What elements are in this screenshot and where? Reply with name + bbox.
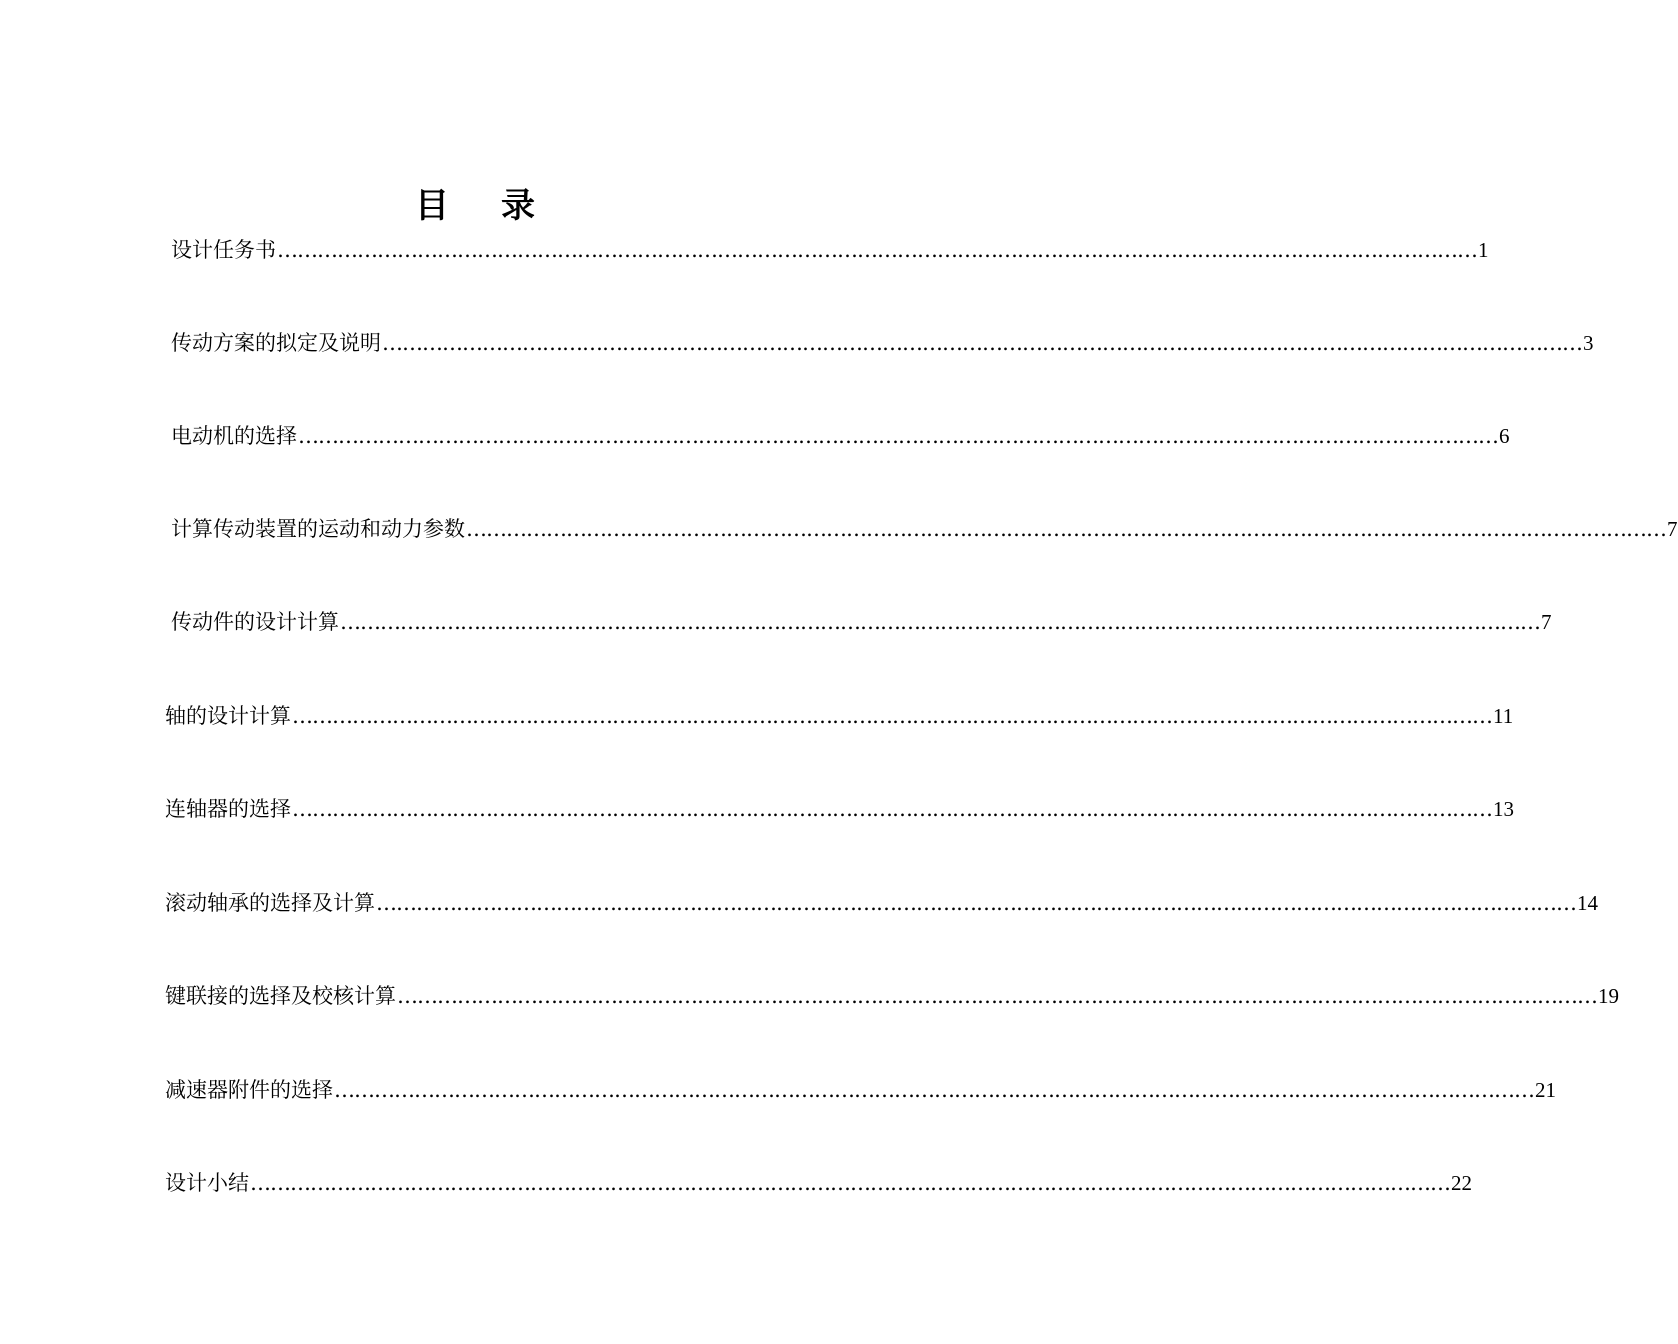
toc-entry-label: 键联接的选择及校核计算 xyxy=(165,984,396,1008)
toc-entry-page-number: 7 xyxy=(1541,610,1552,634)
toc-title-char-2: 录 xyxy=(501,186,535,226)
toc-leader-dots: ……………………………………………………………………………………………………………………………………………………………… xyxy=(298,424,1498,448)
toc-entry-label: 连轴器的选择 xyxy=(165,797,291,821)
toc-entry-label: 传动方案的拟定及说明 xyxy=(171,331,381,355)
toc-leader-dots: ……………………………………………………………………………………………………………………………………………………………… xyxy=(382,331,1582,355)
toc-leader-dots: ……………………………………………………………………………………………………………………………………………………………… xyxy=(334,1078,1534,1102)
toc-entry[interactable] xyxy=(165,1075,1556,1105)
toc-entry-page-number: 14 xyxy=(1577,891,1598,915)
toc-entry-page-number: 7 xyxy=(1667,517,1678,541)
toc-entry-page-number: 13 xyxy=(1493,797,1514,821)
toc-entry-page-number: 11 xyxy=(1493,704,1514,728)
toc-entry[interactable] xyxy=(171,514,1678,544)
toc-entry-label: 减速器附件的选择 xyxy=(165,1078,333,1102)
toc-leader-dots: ……………………………………………………………………………………………………………………………………………………………… xyxy=(292,704,1492,728)
toc-entry[interactable] xyxy=(165,1168,1472,1198)
toc-entry[interactable] xyxy=(165,981,1619,1011)
toc-leader-dots: ……………………………………………………………………………………………………………………………………………………………… xyxy=(397,984,1597,1008)
toc-entry-page-number: 19 xyxy=(1598,984,1619,1008)
toc-entry-page-number: 3 xyxy=(1583,331,1594,355)
toc-entry-page-number: 1 xyxy=(1478,238,1489,262)
toc-leader-dots: ……………………………………………………………………………………………………………………………………………………………… xyxy=(292,797,1492,821)
toc-entry-label: 滚动轴承的选择及计算 xyxy=(165,891,375,915)
toc-entry-label: 设计小结 xyxy=(165,1171,249,1195)
toc-entry[interactable] xyxy=(165,701,1514,731)
toc-leader-dots: ……………………………………………………………………………………………………………………………………………………………… xyxy=(250,1171,1450,1195)
toc-entry[interactable] xyxy=(171,328,1594,358)
toc-entry-label: 传动件的设计计算 xyxy=(171,610,339,634)
toc-leader-dots: ……………………………………………………………………………………………………………………………………………………………… xyxy=(376,891,1576,915)
toc-entry[interactable] xyxy=(171,235,1489,265)
toc-entry-label: 计算传动装置的运动和动力参数 xyxy=(171,517,465,541)
toc-title xyxy=(0,178,950,227)
toc-entry-label: 电动机的选择 xyxy=(171,424,297,448)
toc-entry-page-number: 6 xyxy=(1499,424,1510,448)
toc-title-char-1: 目 xyxy=(415,186,449,226)
toc-leader-dots: ……………………………………………………………………………………………………………………………………………………………… xyxy=(277,238,1477,262)
toc-entry[interactable] xyxy=(165,888,1598,918)
toc-entry-page-number: 21 xyxy=(1535,1078,1556,1102)
toc-leader-dots: ……………………………………………………………………………………………………………………………………………………………… xyxy=(466,517,1666,541)
toc-entry-label: 设计任务书 xyxy=(171,238,276,262)
toc-entry-label: 轴的设计计算 xyxy=(165,704,291,728)
toc-entry-page-number: 22 xyxy=(1451,1171,1472,1195)
toc-leader-dots: ……………………………………………………………………………………………………………………………………………………………… xyxy=(340,610,1540,634)
toc-entry[interactable] xyxy=(171,421,1510,451)
toc-entry[interactable] xyxy=(171,607,1552,637)
toc-entry[interactable] xyxy=(165,794,1514,824)
